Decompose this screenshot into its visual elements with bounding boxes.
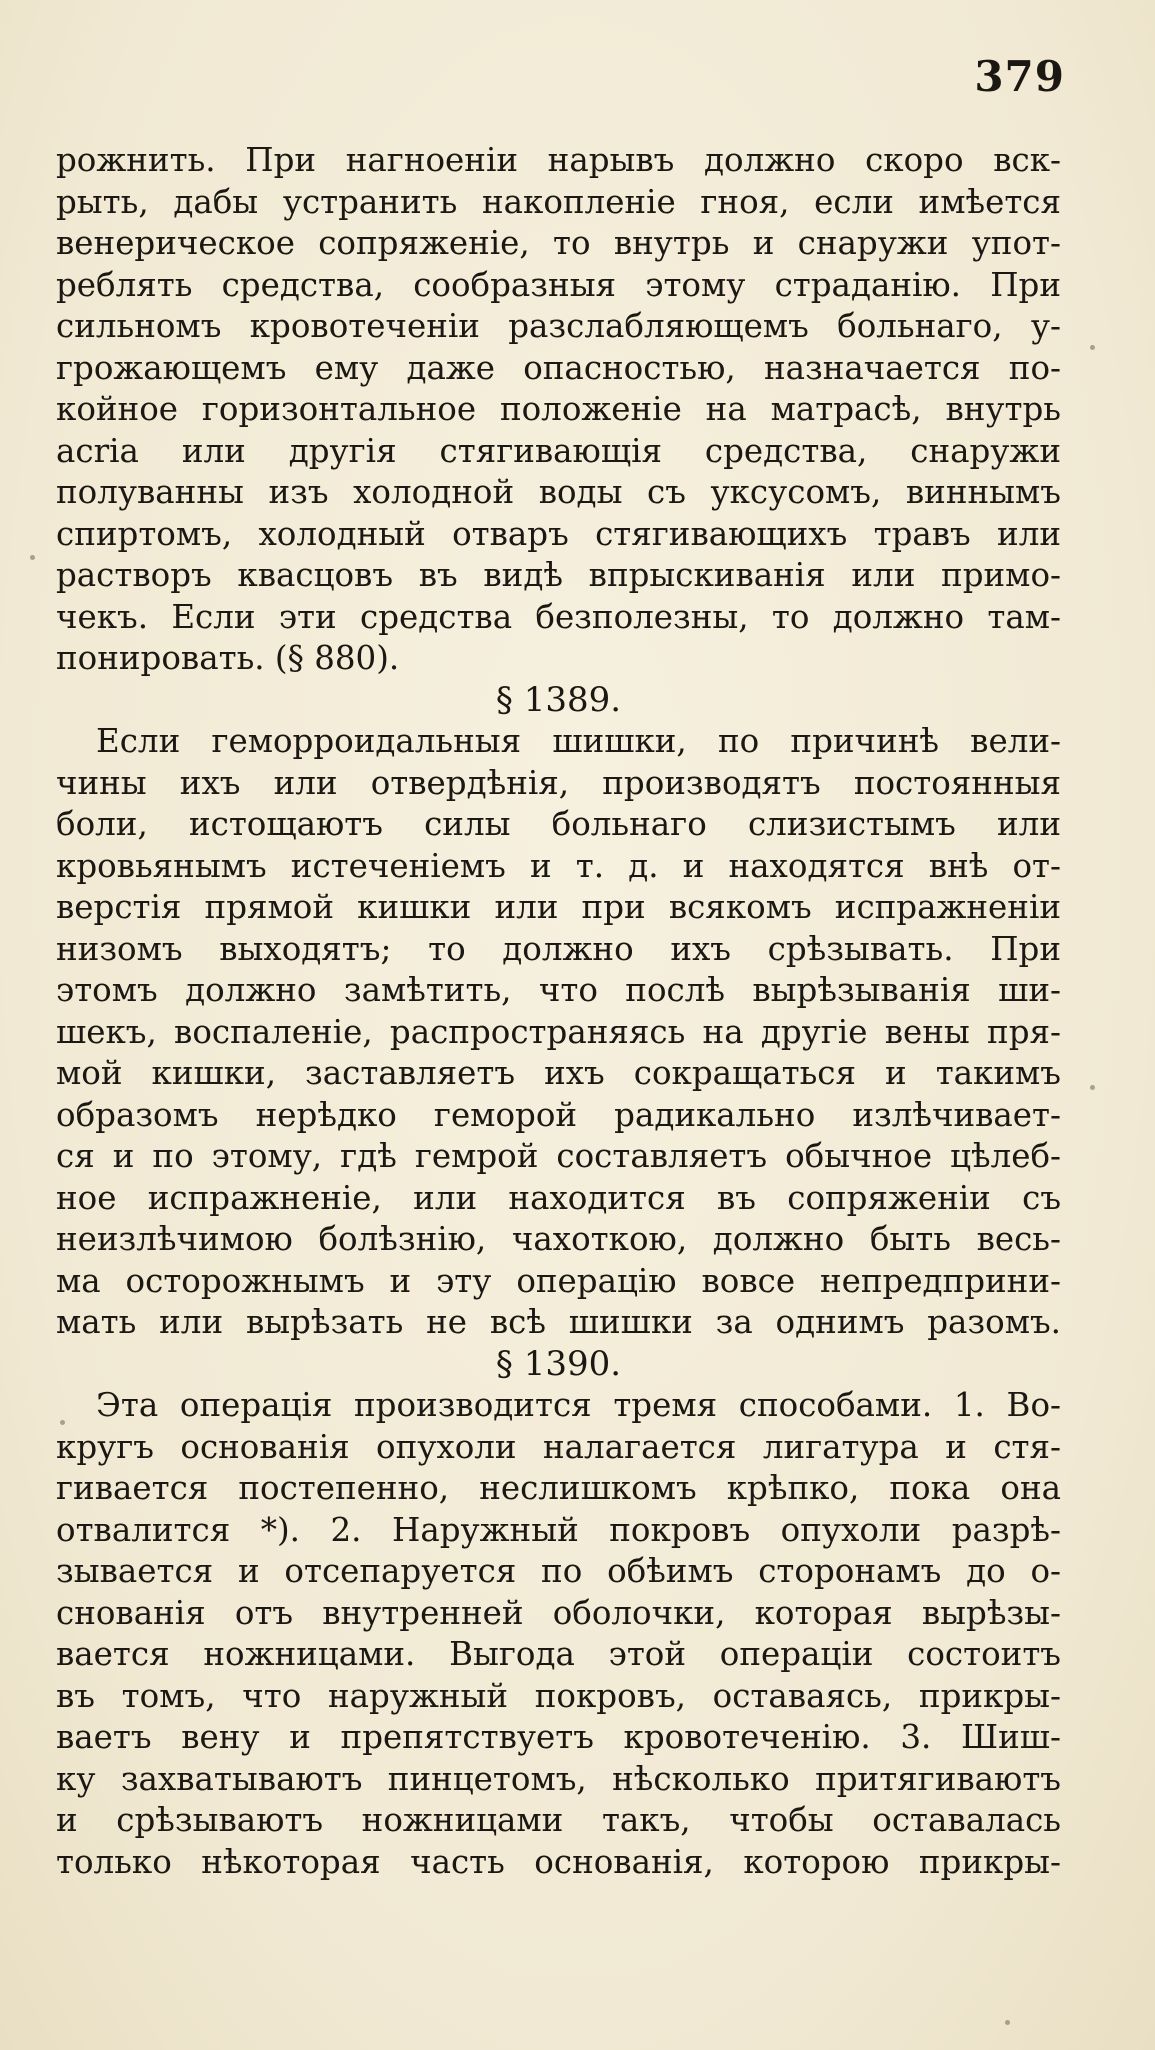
text-line: мать или вырѣзать не всѣ шишки за однимъ разомъ. [56, 1303, 1061, 1341]
section-1390-paragraph [56, 1385, 1061, 1883]
text-line: грожающемъ ему даже опасностью, назначается по- [56, 348, 1061, 387]
text-line: вается ножницами. Выгода этой операціи состоитъ [56, 1635, 1061, 1673]
text-line: Эта операція производится тремя способами. 1. Во- [96, 1386, 1061, 1424]
text-line: гивается постепенно, неслишкомъ крѣпко, пока она [56, 1469, 1061, 1507]
text-line: этомъ должно замѣтить, что послѣ вырѣзыванія ши- [56, 971, 1061, 1009]
text-line: мой кишки, заставляетъ ихъ сокращаться и такимъ [56, 1054, 1061, 1092]
text-line: отвалится *). 2. Наружный покровъ опухоли разрѣ- [56, 1510, 1061, 1549]
text-line: полуванны изъ холодной воды съ уксусомъ, виннымъ [56, 473, 1061, 511]
text-line: ваетъ вену и препятствуетъ кровотеченію. 3. Шиш- [56, 1718, 1061, 1756]
text-line: спиртомъ, холодный отваръ стягивающихъ травъ или [56, 514, 1061, 553]
text-line: рожнить. При нагноеніи нарывъ должно скоро вск- [56, 141, 1061, 179]
text-line: acria или другія стягивающія средства, снаружи [56, 431, 1061, 470]
text-line: шекъ, воспаленіе, распространяясь на другіе вены пря- [56, 1012, 1061, 1051]
section-heading-1390: § 1390. [495, 1343, 622, 1384]
paragraph-continuation [56, 140, 1061, 680]
text-line: ку захватываютъ пинцетомъ, нѣсколько притягиваютъ [56, 1759, 1061, 1798]
ink-speck [1090, 1085, 1095, 1090]
ink-speck [60, 1420, 65, 1425]
text-line: и срѣзываютъ ножницами такъ, чтобы оставалась [56, 1801, 1061, 1839]
page-number: 379 [974, 52, 1065, 101]
text-line: венерическое сопряженіе, то внутрь и снаружи упот- [56, 224, 1061, 262]
text-line: ма осторожнымъ и эту операцію вовсе непредприни- [56, 1261, 1061, 1300]
text-line: боли, истощаютъ силы больнаго слизистымъ или [56, 805, 1061, 843]
text-line: въ томъ, что наружный покровъ, оставаясь, прикры- [56, 1676, 1061, 1715]
text-line: низомъ выходятъ; то должно ихъ срѣзывать. При [56, 929, 1061, 968]
ink-speck [1005, 2020, 1010, 2025]
text-line: койное горизонтальное положеніе на матрасѣ, внутрь [56, 390, 1061, 428]
ink-speck [30, 555, 35, 560]
section-1389-paragraph [56, 721, 1061, 1344]
text-line: Если геморроидальныя шишки, по причинѣ вели- [96, 722, 1061, 760]
text-line: зывается и отсепаруется по обѣимъ сторонамъ до о- [56, 1552, 1061, 1590]
page-text [56, 140, 1061, 1883]
ink-speck [1090, 345, 1095, 350]
text-line: кровьянымъ истеченіемъ и т. д. и находятся внѣ от- [56, 846, 1061, 885]
text-line: снованія отъ внутренней оболочки, которая вырѣзы- [56, 1593, 1061, 1632]
text-line: неизлѣчимою болѣзнію, чахоткою, должно быть весь- [56, 1220, 1061, 1258]
text-line: верстія прямой кишки или при всякомъ испражненіи [56, 888, 1061, 926]
text-line: только нѣкоторая часть основанія, которою прикры- [56, 1842, 1061, 1881]
text-line: образомъ нерѣдко геморой радикально излѣчивает- [56, 1095, 1061, 1134]
text-line: реблять средства, сообразныя этому страданію. При [56, 265, 1061, 304]
text-line: понировать. (§ 880). [56, 639, 400, 677]
text-line: растворъ квасцовъ въ видѣ впрыскиванія или примо- [56, 556, 1061, 594]
text-line: ное испражненіе, или находится въ сопряженіи съ [56, 1178, 1061, 1217]
text-line: рыть, дабы устранить накопленіе гноя, если имѣется [56, 182, 1061, 221]
text-line: чины ихъ или отвердѣнія, производятъ постоянныя [56, 763, 1061, 802]
text-line: ся и по этому, гдѣ гемрой составляетъ обычное цѣлеб- [56, 1137, 1061, 1175]
text-line: сильномъ кровотеченіи разслабляющемъ больнаго, у- [56, 307, 1061, 345]
text-line: чекъ. Если эти средства безполезны, то должно там- [56, 597, 1061, 636]
section-heading-1389: § 1389. [495, 679, 622, 720]
text-line: кругъ основанія опухоли налагается лигатура и стя- [56, 1427, 1061, 1466]
